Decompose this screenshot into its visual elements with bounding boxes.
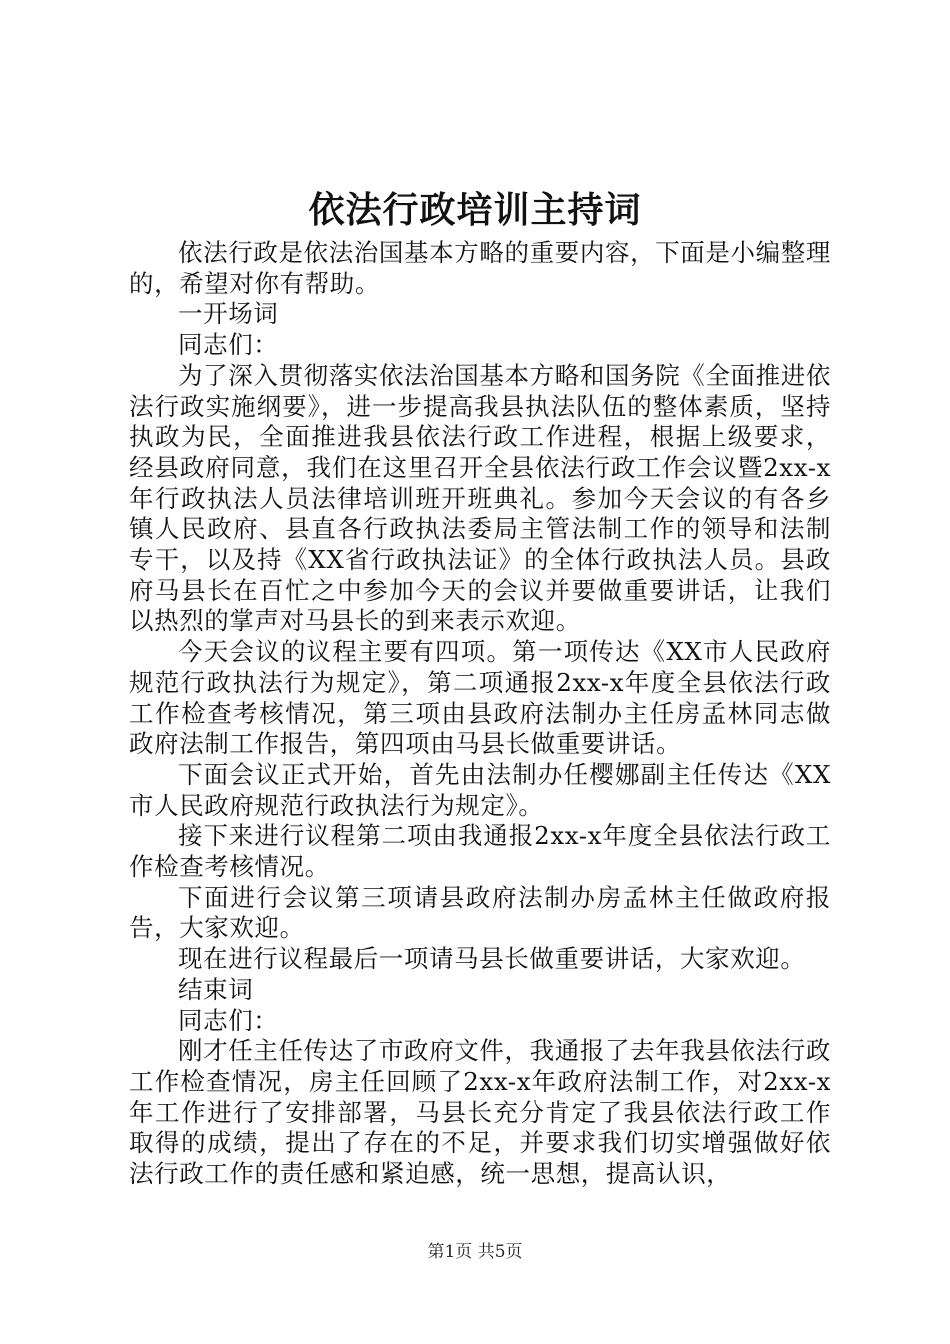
- document-body: [129, 238, 831, 1190]
- paragraph-closing-heading: 结束词: [178, 974, 254, 1004]
- document-title: 依法行政培训主持词: [308, 189, 642, 231]
- paragraph-item-two: 接下来进行议程第二项由我通报2xx-x年度全县依法行政工作检查考核情况。: [129, 821, 831, 882]
- paragraph-item-one: 下面会议正式开始，首先由法制办任樱娜副主任传达《XX市人民政府规范行政执法行为规定》。: [129, 759, 831, 820]
- paragraph-opening-heading: 一开场词: [178, 299, 279, 329]
- paragraph-item-four: 现在进行议程最后一项请马县长做重要讲话，大家欢迎。: [178, 944, 806, 974]
- paragraph-intro: 依法行政是依法治国基本方略的重要内容，下面是小编整理的，希望对你有帮助。: [129, 238, 831, 298]
- paragraph-salutation: 同志们：: [178, 330, 279, 360]
- paragraph-agenda: 今天会议的议程主要有四项。第一项传达《XX市人民政府规范行政执法行为规定》，第二项通报2xx-x年度全县依法行政工作检查考核情况，第三项由县政府法制办主任房孟林同志做政府法制工作报告，第四项由马县长做重要讲话。: [129, 637, 831, 759]
- paragraph-opening-speech: 为了深入贯彻落实依法治国基本方略和国务院《全面推进依法行政实施纲要》，进一步提高我县执法队伍的整体素质，坚持执政为民，全面推进我县依法行政工作进程，根据上级要求，经县政府同意，我们在这里召开全县依法行政工作会议暨2xx-x年行政执法人员法律培训班开班典礼。参加今天会议的有各乡镇人民政府、县直各行政执法委局主管法制工作的领导和法制专干，以及持《XX省行政执法证》的全体行政执法人员。县政府马县长在百忙之中参加今天的会议并要做重要讲话，让我们以热烈的掌声对马县长的到来表示欢迎。: [129, 360, 831, 636]
- paragraph-closing-salutation: 同志们：: [178, 1005, 279, 1035]
- paragraph-closing-speech: 刚才任主任传达了市政府文件，我通报了去年我县依法行政工作检查情况，房主任回顾了2xx-x年政府法制工作，对2xx-x年工作进行了安排部署，马县长充分肯定了我县依法行政工作取得的成绩，提出了存在的不足，并要求我们切实增强做好依法行政工作的责任感和紧迫感，统一思想，提高认识，: [129, 1036, 831, 1189]
- paragraph-item-three: 下面进行会议第三项请县政府法制办房孟林主任做政府报告，大家欢迎。: [129, 882, 831, 943]
- page-number-footer: 第1页 共5页: [427, 1242, 523, 1262]
